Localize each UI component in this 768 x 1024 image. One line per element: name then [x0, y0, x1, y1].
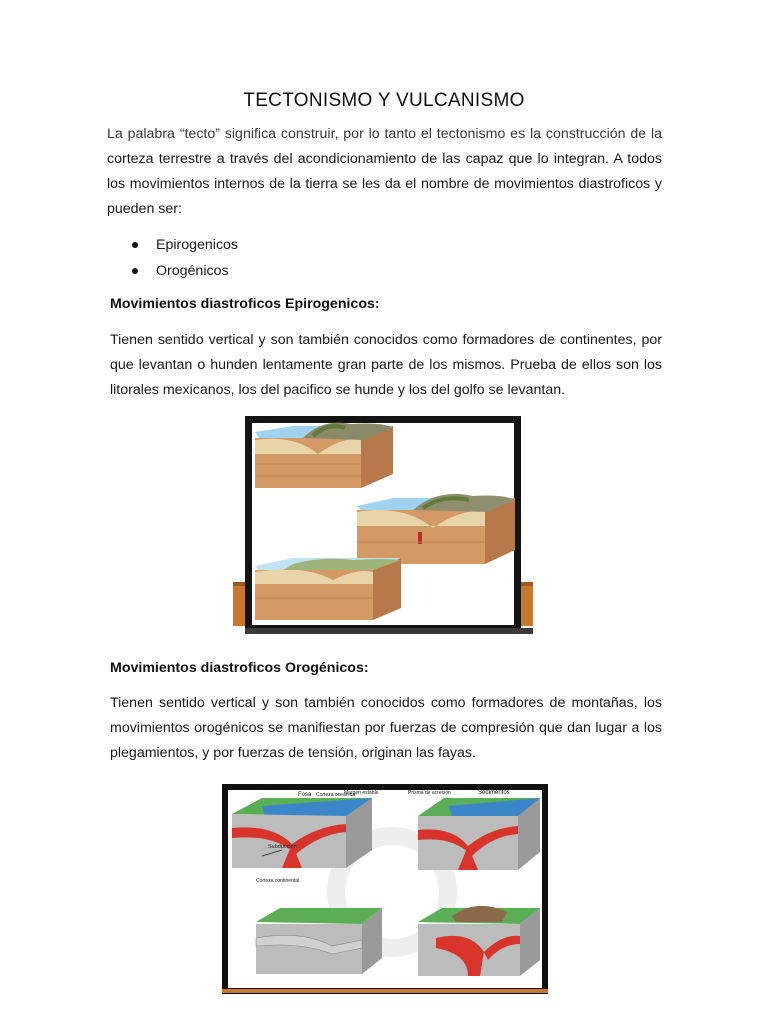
- block-diagram-3: [255, 558, 401, 620]
- label-sedimentos: Sedimentos: [478, 790, 510, 796]
- section-body-epirogenicos: Tienen sentido vertical y son también conocidos como formadores de continentes, por que levantan o hunden lentamente gran parte de los mismos. Prueba de ellos son los litorales mexicanos, los del pacifico se hunde y los del golfo se levantan.: [110, 332, 662, 398]
- epirogenic-illustration: [233, 414, 533, 636]
- page-title: TECTONISMO Y VULCANISMO: [243, 90, 525, 111]
- block-diagram-1: [255, 423, 393, 488]
- label-subduccion: Subducción: [268, 844, 297, 850]
- subduction-block-1: [232, 798, 372, 868]
- list-item: [132, 258, 238, 284]
- block-diagram-2: [357, 494, 515, 564]
- label-fosa: Fosa: [298, 792, 312, 798]
- label-margen-estable: Margen estable: [344, 790, 379, 796]
- section-heading-epirogenicos: Movimientos diastroficos Epirogenicos:: [110, 296, 380, 312]
- list-item: [132, 232, 238, 258]
- orogenic-illustration: [222, 784, 548, 994]
- intro-paragraph: [107, 122, 662, 222]
- list-item-label: Epirogenicos: [156, 237, 239, 253]
- label-prisma: Prisma de acreción: [408, 790, 451, 796]
- bullet-icon: [132, 268, 138, 274]
- bullet-icon: [132, 242, 138, 248]
- subduction-block-4: [418, 906, 540, 976]
- section-body-orogenicos: Tienen sentido vertical y son también conocidos como formadores de montañas, los movimientos orogénicos se manifiestan por fuerzas de compresión que dan lugar a los plegamientos, y por fuerzas de tensión, originan las fayas.: [110, 695, 662, 761]
- movement-types-list: [132, 232, 238, 284]
- section-heading-orogenicos: Movimientos diastroficos Orogénicos:: [110, 660, 369, 676]
- intro-first-line: La palabra “tecto” significa construir, por lo tanto el tectonismo es la construcción de la: [107, 126, 662, 142]
- list-item-label: Orogénicos: [156, 263, 229, 279]
- subduction-block-3: [256, 908, 382, 974]
- label-corteza-oceanica: Corteza oceánica: [316, 792, 355, 798]
- subduction-block-2: [418, 798, 540, 870]
- label-corteza-continental: Corteza continental: [256, 878, 300, 884]
- intro-rest: corteza terrestre a través del acondicionamiento de las capaz que lo integran. A todos los movimientos internos de la tierra se les da el nombre de movimientos diastroficos y pueden ser:: [107, 151, 662, 217]
